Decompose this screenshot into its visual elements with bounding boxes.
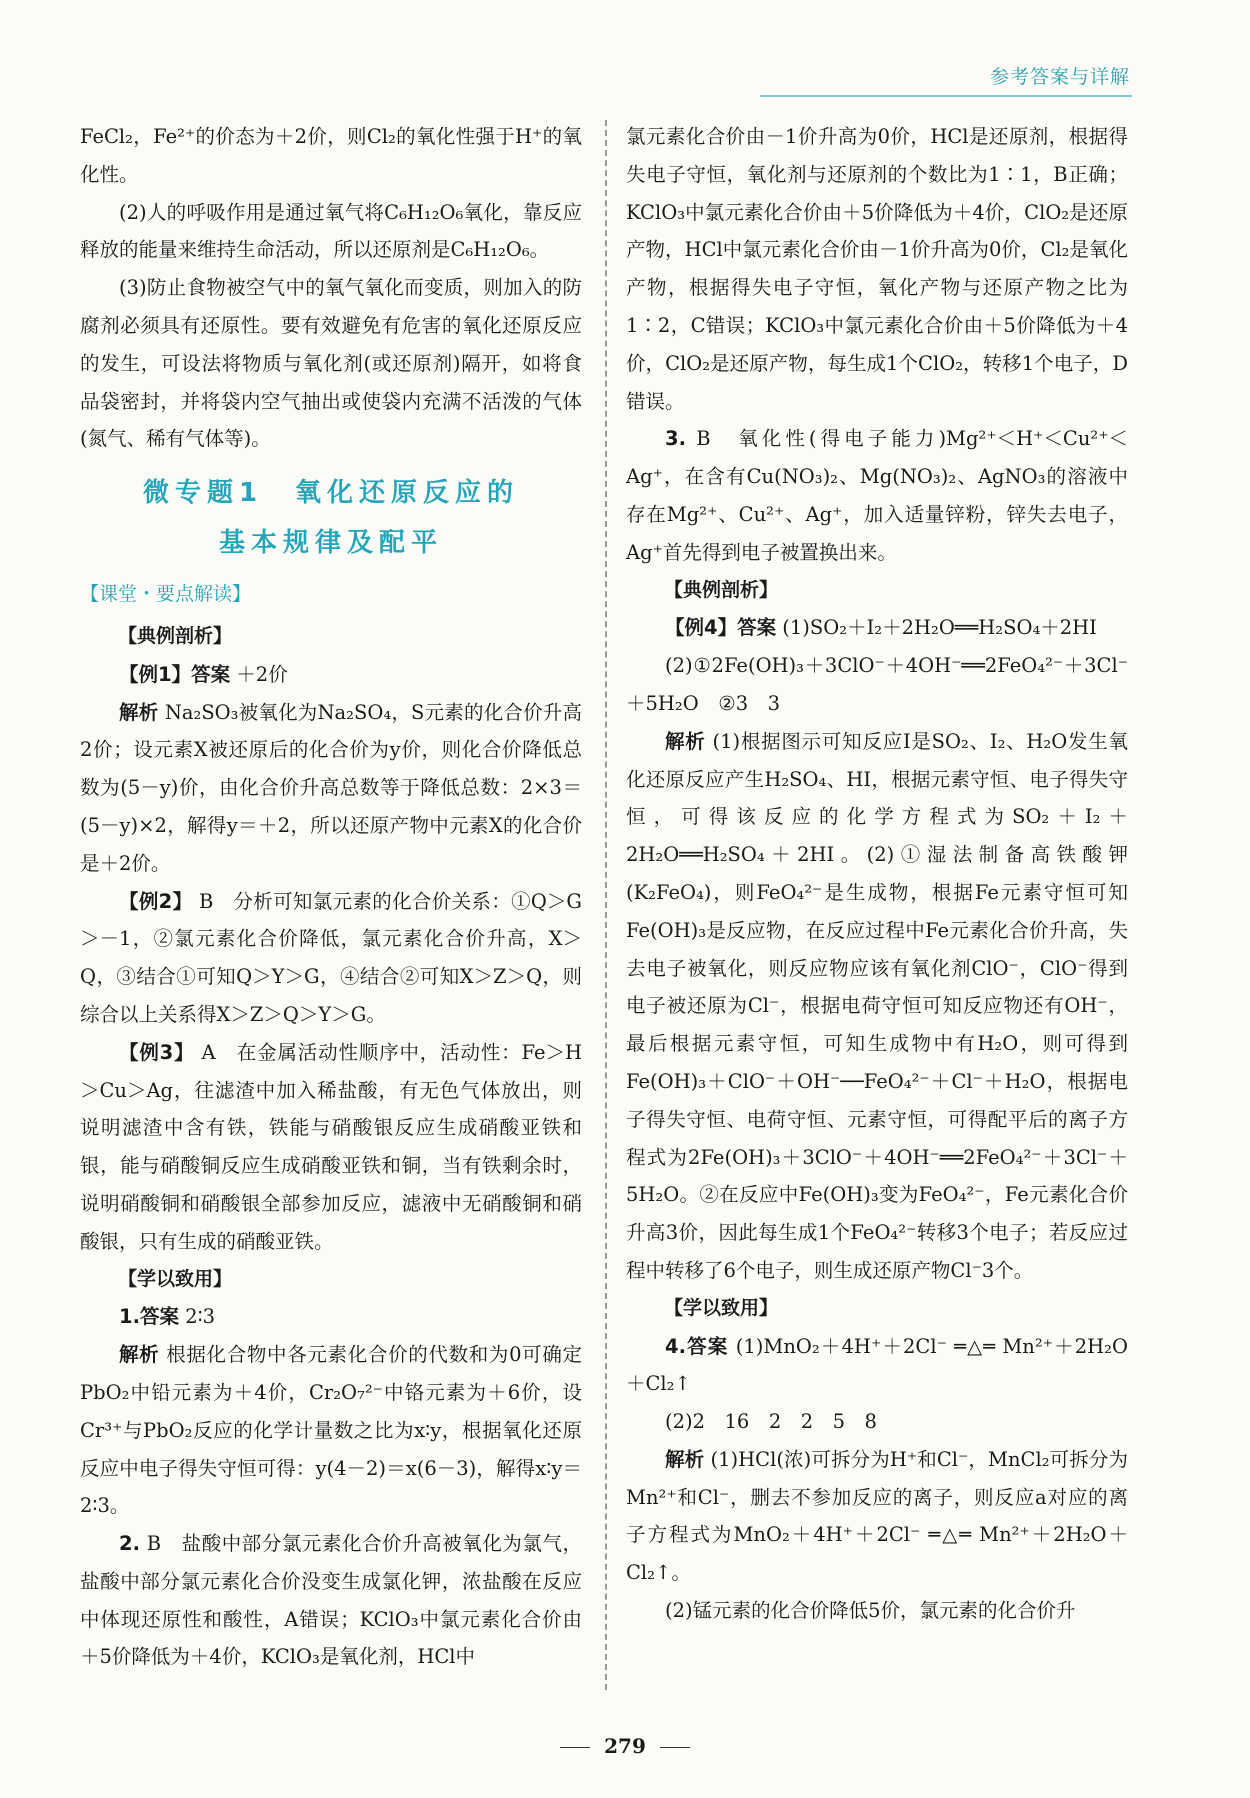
section-title: [80, 468, 582, 568]
question-2: [80, 1525, 582, 1676]
answer: 2∶3: [185, 1305, 216, 1329]
answer: (1)SO₂＋I₂＋2H₂O══H₂SO₄＋2HI: [782, 616, 1097, 640]
example-4-answer-2: (2)①2Fe(OH)₃＋3ClO⁻＋4OH⁻══2FeO₄²⁻＋3Cl⁻＋5H₂O ②3 3: [626, 654, 1128, 715]
heading-example: 【典例剖析】: [664, 578, 779, 601]
label: 解析: [119, 1343, 160, 1367]
heading-apply: 【学以致用】: [664, 1296, 779, 1319]
analysis-text: (1)根据图示可知反应Ⅰ是SO₂、I₂、H₂O发生氧化还原反应产生H₂SO₄、HI，根据元素守恒、电子得失守恒，可得该反应的化学方程式为SO₂＋I₂＋2H₂O══H₂SO₄＋2HI。(2)①湿法制备高铁酸钾(K₂FeO₄)，则FeO₄²⁻是生成物，根据Fe元素守恒可知Fe(OH)₃是反应物，在反应过程中Fe元素化合价升高，失去电子被氧化，则反应物应该有氧化剂ClO⁻，ClO⁻得到电子被还原为Cl⁻，根据电荷守恒可知反应物还有OH⁻，最后根据元素守恒，可知生成物中有H₂O，则可得到Fe(OH)₃＋ClO⁻＋OH⁻──FeO₄²⁻＋Cl⁻＋H₂O，根据电子得失守恒、电荷守恒、元素守恒，可得配平后的离子方程式为2Fe(OH)₃＋3ClO⁻＋4OH⁻══2FeO₄²⁻＋3Cl⁻＋5H₂O。②在反应中Fe(OH)₃变为FeO₄²⁻，Fe元素化合价升高3价，因此每生成1个FeO₄²⁻转移3个电子；若反应过程中转移了6个电子，则生成还原产物Cl⁻3个。: [626, 729, 1128, 1282]
label: 【例1】答案: [119, 662, 231, 686]
example-3: [80, 1034, 582, 1261]
label: 解析: [119, 700, 159, 724]
text: B 盐酸中部分氯元素化合价升高被氧化为氯气，盐酸中部分氯元素化合价没变生成氯化钾，浓盐酸在反应中体现还原性和酸性，A错误；KClO₃中氯元素化合价由＋5价降低为＋4价，KClO₃是氧化剂，HCl中: [80, 1532, 582, 1669]
section-title-line: 微专题1 氧化还原反应的: [142, 478, 520, 509]
analysis-text: Na₂SO₃被氧化为Na₂SO₄，S元素的化合价升高2价；设元素X被还原后的化合价为y价，则化合价降低总数为(5－y)价，由化合价升高总数等于降低总数：2×3＝(5－y)×2，解得y＝＋2，所以还原产物中元素X的化合价是＋2价。: [80, 700, 582, 875]
section-title-line: 基本规律及配平: [218, 528, 443, 559]
text: A 在金属活动性顺序中，活动性：Fe＞H＞Cu＞Ag，往滤渣中加入稀盐酸，有无色气体放出，则说明滤渣中含有铁，铁能与硝酸银反应生成硝酸亚铁和银，能与硝酸铜反应生成硝酸亚铁和铜，当有铁剩余时，说明硝酸铜和硝酸银全部参加反应，滤液中无硝酸铜和硝酸银，只有生成的硝酸亚铁。: [80, 1040, 583, 1253]
column-divider: [605, 120, 607, 1690]
label: 4.答案: [665, 1334, 729, 1358]
question-4-answer-2: (2)2 16 2 2 5 8: [665, 1410, 877, 1434]
label: 【例3】: [119, 1040, 195, 1064]
example-1: [80, 656, 582, 694]
heading-example: 【典例剖析】: [118, 624, 233, 647]
heading-apply: 【学以致用】: [118, 1267, 233, 1290]
page-number: 279: [0, 1734, 1250, 1758]
paragraph: (3)防止食物被空气中的氧气氧化而变质，则加入的防腐剂必须具有还原性。要有效避免有危害的氧化还原反应的发生，可设法将物质与氧化剂(或还原剂)隔开，如将食品袋密封，并将袋内空气抽出或使袋内充满不活泼的气体(氮气、稀有气体等)。: [80, 276, 582, 451]
label: 1.答案: [119, 1305, 179, 1329]
right-column: [626, 118, 1128, 1630]
label: 解析: [665, 729, 706, 753]
question-4-analysis-2: (2)锰元素的化合价降低5价，氯元素的化合价升: [665, 1599, 1076, 1623]
label: 【例2】: [119, 889, 193, 913]
question-3: [626, 420, 1128, 571]
question-4-analysis: [626, 1441, 1128, 1592]
section-tag: 【课堂・要点解读】: [80, 583, 252, 606]
example-4-analysis: [626, 723, 1128, 1290]
text: B 分析可知氯元素的化合价关系：①Q＞G＞－1，②氯元素化合价降低，氯元素化合价升高，X＞Q，③结合①可知Q＞Y＞G，④结合②可知X＞Z＞Q，则综合以上关系得X＞Z＞Q＞Y＞G。: [80, 889, 582, 1026]
question-1: [80, 1298, 582, 1336]
example-1-analysis: [80, 694, 582, 883]
answer: ＋2价: [236, 662, 288, 686]
example-4: [626, 609, 1128, 647]
label: 2.: [119, 1532, 140, 1556]
example-2: [80, 883, 582, 1034]
paragraph: (2)人的呼吸作用是通过氧气将C₆H₁₂O₆氧化，靠反应释放的能量来维持生命活动，所以还原剂是C₆H₁₂O₆。: [80, 200, 582, 262]
label: 解析: [665, 1447, 705, 1471]
text: B 氧化性(得电子能力)Mg²⁺＜H⁺＜Cu²⁺＜Ag⁺，在含有Cu(NO₃)₂、Mg(NO₃)₂、AgNO₃的溶液中存在Mg²⁺、Cu²⁺、Ag⁺，加入适量锌粉，锌失去电子，Ag⁺首先得到电子被置换出来。: [626, 427, 1129, 564]
question-4: [626, 1328, 1128, 1404]
answer: (1)MnO₂＋4H⁺＋2Cl⁻ ═△═ Mn²⁺＋2H₂O＋Cl₂↑: [626, 1334, 1128, 1396]
analysis-text: 根据化合物中各元素化合价的代数和为0可确定PbO₂中铅元素为＋4价，Cr₂O₇²⁻中铬元素为＋6价，设Cr³⁺与PbO₂反应的化学计量数之比为x∶y，根据氧化还原反应中电子得失守恒可得：y(4－2)＝x(6－3)，解得x∶y＝2∶3。: [80, 1343, 582, 1518]
page-header-title: 参考答案与详解: [989, 66, 1130, 88]
analysis-text: (1)HCl(浓)可拆分为H⁺和Cl⁻，MnCl₂可拆分为Mn²⁺和Cl⁻，删去不参加反应的离子，则反应a对应的离子方程式为MnO₂＋4H⁺＋2Cl⁻ ═△═ Mn²⁺＋2H₂O＋Cl₂↑。: [626, 1447, 1128, 1585]
left-column: [80, 118, 582, 1676]
header-rule: [760, 95, 1132, 97]
question-1-analysis: [80, 1336, 582, 1525]
paragraph: 氯元素化合价由－1价升高为0价，HCl是还原剂，根据得失电子守恒，氧化剂与还原剂的个数比为1∶1，B正确；KClO₃中氯元素化合价由＋5价降低为＋4价，ClO₂是还原产物，HCl中氯元素化合价由－1价升高为0价，Cl₂是氧化产物，根据得失电子守恒，氧化产物与还原产物之比为1∶2，C错误；KClO₃中氯元素化合价由＋5价降低为＋4价，ClO₂是还原产物，每生成1个ClO₂，转移1个电子，D错误。: [626, 125, 1128, 413]
label: 3.: [665, 427, 686, 451]
label: 【例4】答案: [665, 616, 777, 640]
paragraph: FeCl₂，Fe²⁺的价态为＋2价，则Cl₂的氧化性强于H⁺的氧化性。: [80, 125, 582, 186]
